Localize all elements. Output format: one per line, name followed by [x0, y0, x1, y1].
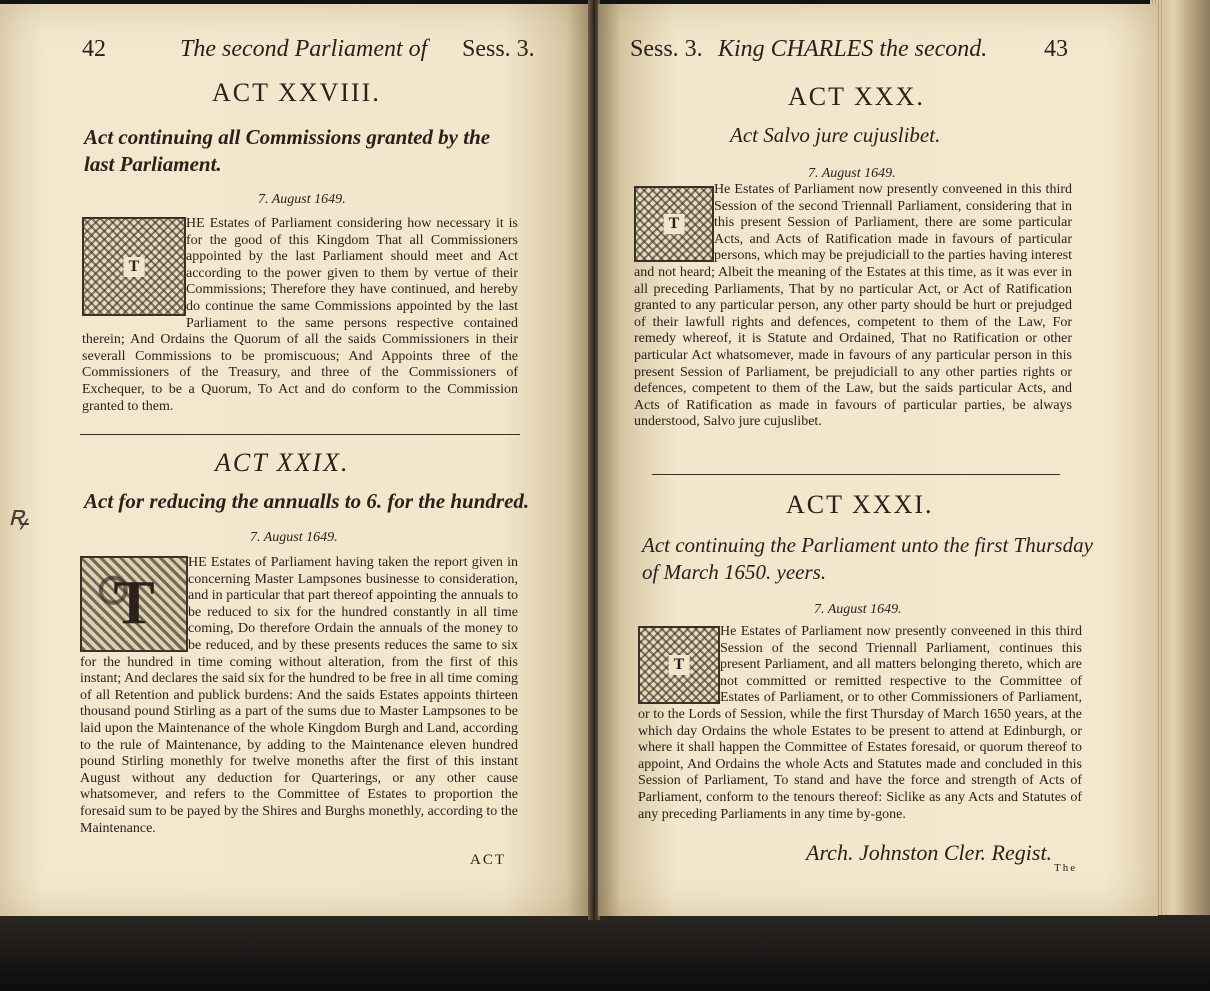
act-date: 7. August 1649.: [258, 192, 346, 207]
page-number: 42: [82, 36, 106, 62]
act-date: 7. August 1649.: [250, 530, 338, 545]
session-label: Sess. 3.: [630, 36, 703, 62]
act-title: Act continuing all Commissions granted by the last Parliament.: [84, 125, 491, 176]
act-body-text: He Estates of Parliament now presently conveened in this third Session of the second Triennall Parliament, considering that in this present Session of Parliament, there are some particular Acts, and Acts of Ratification made in favours of particular persons, which may be prejudiciall to the parties having interest and not heard; Albeit the meaning of the Estates at this time, as it was ever in all preceding Parliaments, That by no particular Act, or Act of Ratification granted to any particular person, any other party should be hurt or prejudged of their lawfull rights and defences, competent to them of the Law, For remedy whereof, it is Statute and Ordained, That no Ratification or other particular Act whatsomever, made in favours of any particular person in this present Session of Parliament, be prejudiciall to any other parties rights or defences, competent to them of the Law, but the saids particular Acts, and Acts of Ratification as made in favours of particular parties, be always understood, Salvo jure cujuslibet.: [634, 182, 1072, 430]
page-number: 43: [1044, 36, 1068, 62]
initial-letter: T: [669, 655, 690, 675]
act-body-text: HE Estates of Parliament considering how necessary it is for the good of this Kingdom That all Commissioners appointed by the last Parliament should meet and Act according to the power given to them by vertue of their Commissions; Therefore they have continued, and hereby do continue the same Commissions appointed by the last Parliament to the same persons respective contained therein; And Ordains the Quorum of all the saids Commissioners in their severall Commissions to be promiscuous; And Appoints three of the Commissioners of the Treasury, and three of the Commissioners of Exchequer, to be a Quorum, To Act and do conform to the Commission granted to them.: [82, 216, 518, 414]
page-edges: [1158, 0, 1210, 915]
margin-annotation: ꝶ: [8, 501, 30, 532]
act-body-text: HE Estates of Parliament having taken the report given in concerning Master Lampsones businesse to consideration, and in particular that part thereof appointing the annuals to be reduced to six for the hundred constantly in all time coming, Do therefore Ordain the annuals of the money to be reduced, and by these presents reduces the same to six for the hundred in time coming without alteration, from the first of this instant; And declares the said six for the hundred to be free in all time coming of all Retention and publick burdens: And the saids Estates appoints thirteen thousand pound Stirling as a part of the sums due to Master Lampsones to be laid upon the Maintenance of the whole Kingdom Burgh and Land, according to the rule of Maintenance, by adding to the Maintenance eleven hundred pound Stirling monethly for twelve moneths after the first of this instant August without any deduction for Quarterings, or any other cause whatsomever, and refers to the Committee of Estates to proportion the foresaid sum to be payed by the Shires and Burghs monethly, according to the Maintenance.: [80, 555, 518, 836]
initial-letter: T: [113, 569, 155, 638]
act-heading: ACT XXVIII.: [212, 78, 381, 107]
running-head: King CHARLES the second.: [718, 36, 988, 62]
act-body: [638, 624, 1082, 823]
act-date: 7. August 1649.: [808, 166, 896, 181]
initial-letter: T: [124, 257, 145, 277]
act-date: 7. August 1649.: [814, 602, 902, 617]
right-page: [598, 4, 1158, 916]
act-heading: ACT XXX.: [788, 82, 925, 111]
catchword: ACT: [470, 852, 506, 868]
table-surface: [0, 915, 1210, 991]
act-body: [80, 555, 518, 837]
divider: [80, 434, 520, 435]
act-body-text: He Estates of Parliament now presently conveened in this third Session of the second Triennall Parliament, continues this present Parliament, and all matters belonging thereto, which are not committed or remitted respective to the Committee of Estates of Parliament, or to other Commissioners of Parliament, or to the Lords of Session, while the first Thursday of March 1650 years, at the which day Ordains the whole Estates to be present to attend at Edinburgh, or where it shall happen the Committee of Estates foresaid, or quorum thereof to appoint, And Ordains the whole Acts and Statutes made and concluded in this Session of Parliament, To stand and have the force and strength of Acts of Parliament, conform to the tenours thereof: Siclike as any Acts and Statutes of any preceding Parliaments in any time by-gone.: [638, 624, 1082, 822]
act-title: Act Salvo jure cujuslibet.: [730, 123, 941, 147]
act-title: Act for reducing the annualls to 6. for the hundred.: [84, 489, 530, 513]
left-page: [0, 4, 590, 916]
act-heading: ACT XXIX.: [215, 448, 350, 477]
act-heading: ACT XXXI.: [786, 490, 934, 519]
act-title: Act continuing the Parliament unto the first Thursday of March 1650. yeers.: [642, 533, 1093, 584]
running-head: The second Parliament of: [180, 36, 428, 62]
initial-letter: T: [664, 214, 685, 234]
session-label: Sess. 3.: [462, 36, 535, 62]
act-body: [82, 216, 518, 415]
divider: [652, 474, 1060, 475]
act-body: [634, 182, 1072, 431]
catchword: The: [1054, 862, 1078, 874]
clerk-signature: Arch. Johnston Cler. Regist.: [806, 840, 1053, 865]
